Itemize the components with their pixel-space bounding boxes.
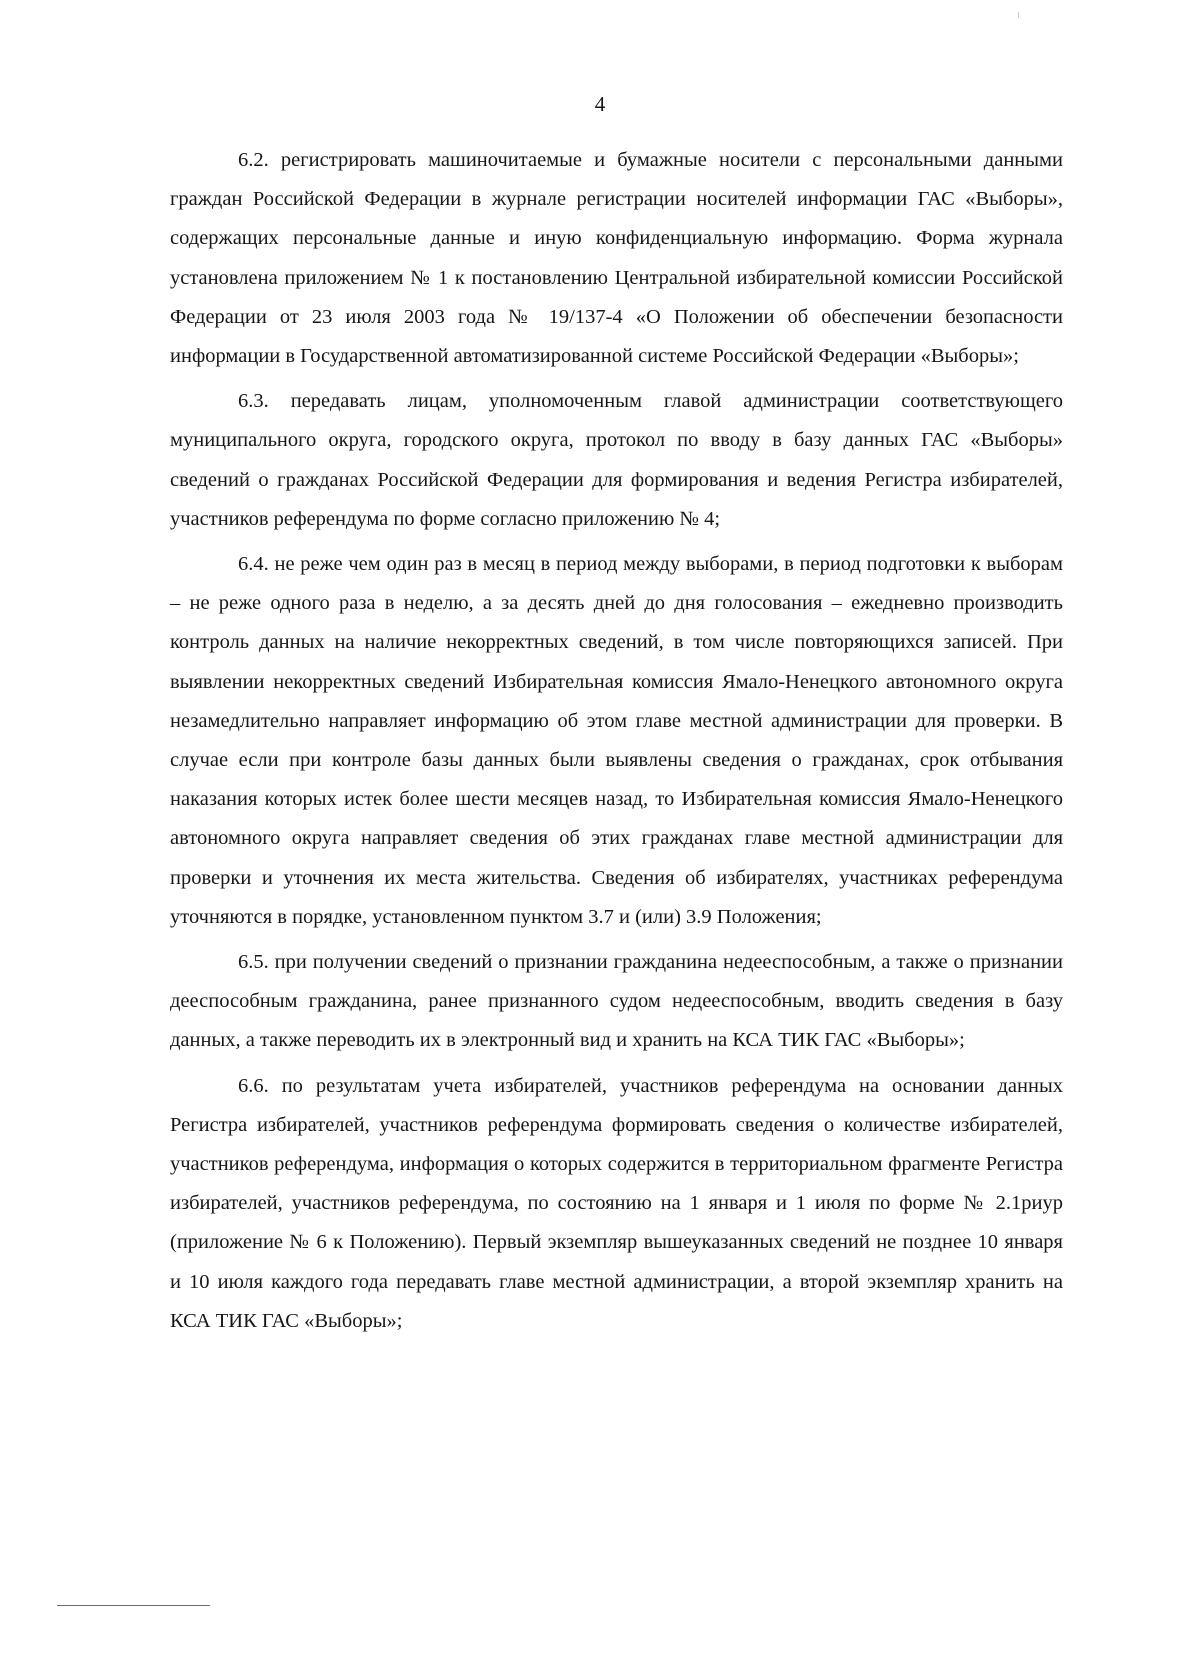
document-body [170,141,1063,1341]
paragraph-6-2: 6.2. регистрировать машиночитаемые и бумажные носители с персональными данными граждан Российской Федерации в журнале регистрации носителей информации ГАС «Выборы», содержащих персональные данные и иную конфиденциальную информацию. Форма журнала установлена приложением № 1 к постановлению Центральной избирательной комиссии Российской Федерации от 23 июля 2003 года № 19/137-4 «О Положении об обеспечении безопасности информации в Государственной автоматизированной системе Российской Федерации «Выборы»; [170,149,1063,368]
paragraph-6-4: 6.4. не реже чем один раз в месяц в период между выборами, в период подготовки к выборам – не реже одного раза в неделю, а за десять дней до дня голосования – ежедневно производить контроль данных на наличие некорректных сведений, в том числе повторяющихся записей. При выявлении некорректных сведений Избирательная комиссия Ямало-Ненецкого автономного округа незамедлительно направляет информацию об этом главе местной администрации для проверки. В случае если при контроле базы данных были выявлены сведения о гражданах, срок отбывания наказания которых истек более шести месяцев назад, то Избирательная комиссия Ямало-Ненецкого автономного округа направляет сведения об этих гражданах главе местной администрации для проверки и уточнения их места жительства. Сведения об избирателях, участниках референдума уточняются в порядке, установленном пунктом 3.7 и (или) 3.9 Положения; [170,553,1063,928]
page-number: 4 [594,92,606,116]
paragraph-6-6: 6.6. по результатам учета избирателей, участников референдума на основании данных Регистра избирателей, участников референдума формировать сведения о количестве избирателей, участников референдума, информация о которых содержится в территориальном фрагменте Регистра избирателей, участников референдума, по состоянию на 1 января и 1 июля по форме № 2.1риур (приложение № 6 к Положению). Первый экземпляр вышеуказанных сведений не позднее 10 января и 10 июля каждого года передавать главе местной администрации, а второй экземпляр хранить на КСА ТИК ГАС «Выборы»; [170,1074,1063,1332]
footnote-separator [57,1605,210,1606]
paragraph-6-5: 6.5. при получении сведений о признании гражданина недееспособным, а также о признании дееспособным гражданина, ранее признанного судом недееспособным, вводить сведения в базу данных, а также переводить их в электронный вид и хранить на КСА ТИК ГАС «Выборы»; [170,951,1063,1052]
scan-mark [1018,12,1019,18]
paragraph-6-3: 6.3. передавать лицам, уполномоченным главой администрации соответствующего муниципального округа, городского округа, протокол по вводу в базу данных ГАС «Выборы» сведений о гражданах Российской Федерации для формирования и ведения Регистра избирателей, участников референдума по форме согласно приложению № 4; [170,390,1063,530]
